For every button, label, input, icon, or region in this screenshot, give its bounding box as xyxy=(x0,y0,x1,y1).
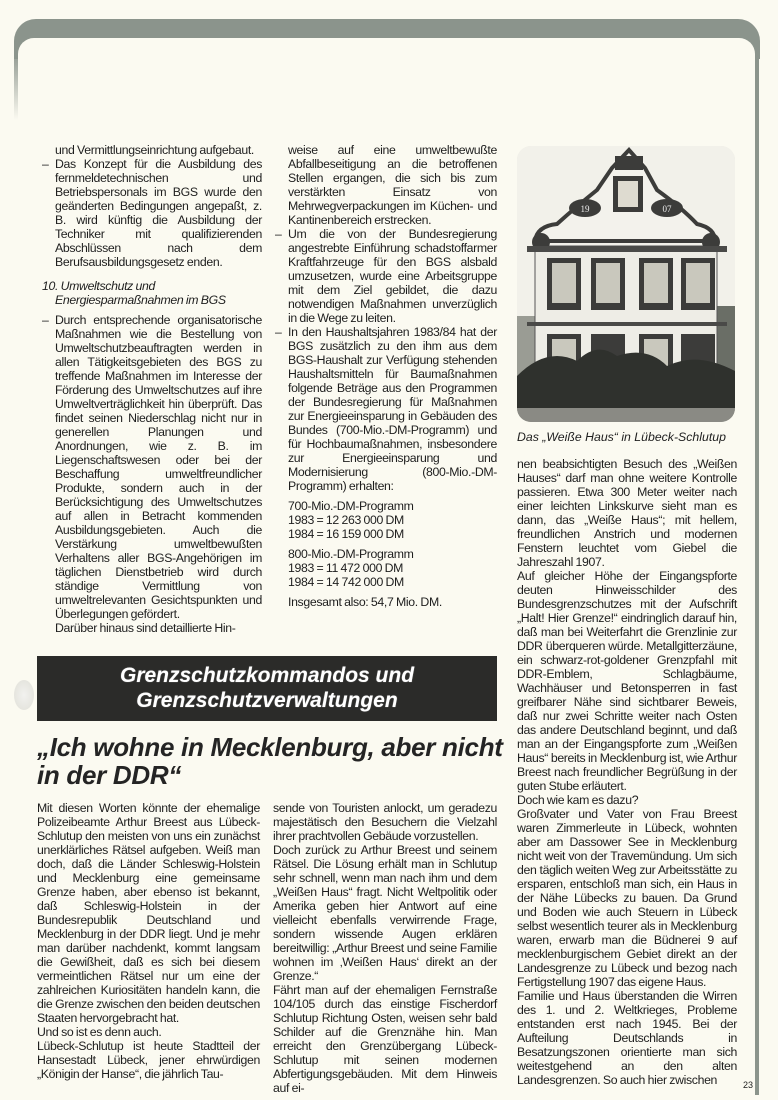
list-item-umweltschutz: – Durch entsprechende organisatorische Maßnahmen wie die Bestellung von Umweltschutzbeauftragten werden in allen Tätigkeitsgebieten des BGS zu treffende Maßnahmen im Interesse der Förderung des Umweltschutzes auf ihre Umweltverträglichkeit hin überprüft. Das findet seinen Niederschlag nicht nur in generellen Planungen und Anordnungen, wie z. B. im Liegenschaftswesen oder bei der Beschaffung umweltfreundlicher Produkte, sondern auch in der Berücksichtigung des Umweltschutzes auf allen in Betracht kommenden Ausbildungsgebieten. Auch die Verstärkung umweltbewußten Verhaltens aller BGS-Angehörigen im täglichen Dienstbetrieb wird durch ständige Vermittlung von umweltrelevanten Gesichtspunkten und Überlegungen gefördert. xyxy=(42,313,262,621)
list-item-haushalt: – In den Haushaltsjahren 1983/84 hat der BGS zusätzlich zu den ihm aus dem BGS-Haushalt zur Verfügung stehenden Haushaltsmitteln für Baumaßnahmen folgende Beträge aus den Programmen der Bundesregierung für Maßnahmen zur Energieeinsparung in Gebäuden des Bundes (700-Mio.-DM-Programm) und für Hochbaumaßnahmen, insbesondere zur Energieeinsparung und Modernisierung (800-Mio.-DM-Programm) erhalten: xyxy=(275,325,497,493)
article-paragraph: Fährt man auf der ehemaligen Fernstraße 104/105 durch das einstige Fischerdorf Schlutup Richtung Osten, weisen sehr bald Schilder auf die Grenznähe hin. Man erreicht den Grenzübergang Lübeck-Schlutup mit seinen modernen Abfertigungsgebäuden. Mit dem Hinweis auf ei- xyxy=(273,983,497,1095)
article-paragraph: nen beabsichtigten Besuch des „Weißen Hauses“ darf man ohne weitere Kontrolle passieren. Etwa 300 Meter weiter nach einer leichten Linkskurve sieht man es dann, das „Weiße Haus“; mit hellem, freundlichen Anstrich und modernen Fenstern leuchtet vom Giebel die Jahreszahl 1907. xyxy=(517,457,737,569)
article-paragraph: Doch zurück zu Arthur Breest und seinem Rätsel. Die Lösung erhält man in Schlutup sehr schnell, wenn man nach ihm und dem „Weißen Haus“ fragt. Nicht Weltpolitik oder Amerika geben hier Antwort auf eine vielleicht ebenfalls verwirrende Frage, sondern wissende Augen erklären bereitwillig: „Arthur Breest und seine Familie wohnen im ‚Weißen Haus‘ direkt an der Grenze.“ xyxy=(273,843,497,983)
page-frame-left-rule xyxy=(14,50,18,120)
article-paragraph: Großvater und Vater von Frau Breest waren Zimmerleute in Lübeck, wohnten aber am Dassower See in Mecklenburg nicht weit von der Travemündung. Um sich den täglich weiten Weg zur Arbeitsstätte zu ersparen, entschloß man sich, ein Haus in der Nähe Lübecks zu bauen. Da Grund und Boden wie auch Steuern in Lübeck selbst wesentlich teurer als in Mecklenburg waren, erwarb man die Büdnerei 9 auf mecklenburgischem Gebiet direkt an der Landesgrenze zu Lübeck und bezog nach Fertigstellung 1907 das eigene Haus. xyxy=(517,807,737,989)
program-amount: 1983 = 11 472 000 DM xyxy=(288,561,404,575)
house-photo xyxy=(517,146,735,422)
list-item-kraftfahrzeuge: – Um die von der Bundesregierung angestrebte Einführung schadstoffarmer Kraftfahrzeuge für den BGS alsbald umzusetzen, wurde eine Arbeitsgruppe mit dem Ziel gebildet, die dazu notwendigen Maßnahmen unverzüglich in die Wege zu leiten. xyxy=(275,227,497,325)
article-paragraph: Doch wie kam es dazu? xyxy=(517,793,639,807)
paragraph-darueber: Darüber hinaus sind detaillierte Hin- xyxy=(55,621,236,635)
program-amount: 1984 = 14 742 000 DM xyxy=(288,575,404,589)
article-paragraph: Und so ist es denn auch. xyxy=(37,1025,162,1039)
article-column-2 xyxy=(273,801,497,1095)
article-paragraph: Familie und Haus überstanden die Wirren des 1. und 2. Weltkrieges, Probleme entstanden erst nach 1945. Bei der Aufteilung Deutschlands in Besatzungszonen orientierte man sich weitestgehend an den alten Landesgrenzen. So auch hier zwischen xyxy=(517,989,737,1087)
upper-column-2 xyxy=(275,143,497,609)
continuation-text: weise auf eine umweltbewußte Abfallbeseitigung an die betroffenen Stellen ergangen, die sich bis zum verstärkten Einsatz von Mehrwegverpackungen im Küchen- und Kantinenbereich erstrecken. xyxy=(288,143,497,227)
article-paragraph: Mit diesen Worten könnte der ehemalige Polizeibeamte Arthur Breest aus Lübeck-Schlutup den meisten von uns ein zunächst unerklärliches Rätsel aufgeben. Weiß man doch, daß die Länder Schleswig-Holstein und Mecklenburg eine gemeinsame Grenze haben, aber ebenso ist bekannt, daß Schleswig-Holstein in der Bundesrepublik Deutschland und Mecklenburg in der DDR liegt. Und je mehr man darüber nachdenkt, kommt langsam die Gewißheit, daß es sich bei diesem vermeintlichen Rätsel nur um eine der zahlreichen Kuriositäten handeln kann, die die Grenze zwischen den beiden deutschen Staaten hervorgebracht hat. xyxy=(37,801,260,1025)
program-amount: 1983 = 12 263 000 DM xyxy=(288,513,404,527)
article-headline: „Ich wohne in Mecklenburg, aber nicht in der DDR“ xyxy=(37,732,503,790)
year-plaque-right: 07 xyxy=(662,204,672,214)
year-plaque-left: 19 xyxy=(580,204,590,214)
program-title: 700-Mio.-DM-Programm xyxy=(288,499,414,513)
article-paragraph: Auf gleicher Höhe der Eingangspforte deuten Hinweisschilder des Bundesgrenzschutzes mit der Aufschrift „Halt! Hier Grenze!“ eindringlich darauf hin, daß man bei Weiterfahrt die Grenzlinie zur DDR überqueren würde. Metallgitterzäune, ein schwarz-rot-goldener Grenzpfahl mit DDR-Emblem, Schlagbäume, Wachhäuser und Betonsperren in fast greifbarer Nähe sind sichtbarer Beweis, daß nur zwei Schritte weiter nach Osten das andere Deutschland beginnt, und daß man an der Eingangspforte zum „Weißen Haus“ bereits in Mecklenburg ist, wie Arthur Breest nach freundlicher Begrüßung in der guten Stube erläutert. xyxy=(517,569,737,793)
section-banner xyxy=(37,656,497,721)
article-paragraph: sende von Touristen anlockt, um geradezu majestätisch den Besuchern die Vielzahl ihrer prachtvollen Gebäude vorzustellen. xyxy=(273,801,497,843)
program-amount: 1984 = 16 159 000 DM xyxy=(288,527,404,541)
banner-line: Grenzschutzverwaltungen xyxy=(136,689,398,712)
photo-caption: Das „Weiße Haus“ in Lübeck-Schlutup xyxy=(517,430,726,444)
banner-line: Grenzschutzkommandos und xyxy=(119,664,415,687)
article-column-3 xyxy=(517,457,737,1087)
weisses-haus-image xyxy=(517,146,735,422)
page-frame-inner xyxy=(18,38,755,78)
upper-column-1 xyxy=(42,143,262,635)
total-amount: Insgesamt also: 54,7 Mio. DM. xyxy=(288,595,442,609)
article-column-1 xyxy=(37,801,260,1081)
punch-hole xyxy=(14,680,34,710)
program-amounts xyxy=(275,499,497,609)
program-title: 800-Mio.-DM-Programm xyxy=(288,547,414,561)
continuation-text: und Vermittlungseinrichtung aufgebaut. xyxy=(55,143,254,157)
article-paragraph: Lübeck-Schlutup ist heute Stadtteil der Hansestadt Lübeck, jener ehrwürdigen „Königin der Hanse“, die jährlich Tau- xyxy=(37,1039,260,1081)
page-frame-right-rule xyxy=(755,50,759,1095)
section-heading: 10. Umweltschutz und Energiesparmaßnahmen im BGS xyxy=(42,279,226,307)
list-item-konzept: – Das Konzept für die Ausbildung des fernmeldetechnischen und Betriebspersonals im BGS wurde den geänderten Bedingungen angepaßt, z. B. wird künftig die Ausbildung der Techniker mit qualifizierenden Abschlüssen nach dem Berufsausbildungsgesetz enden. xyxy=(42,157,262,269)
page-number: 23 xyxy=(743,1080,754,1090)
